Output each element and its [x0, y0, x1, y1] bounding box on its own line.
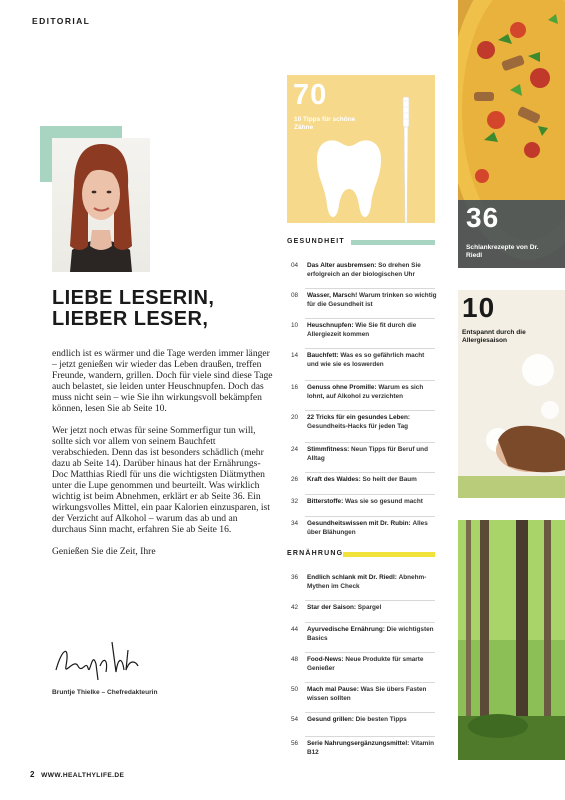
- body-paragraph-2: Wer jetzt noch etwas für seine Sommerfigur tun will, sollte sich vor allem von seinem Bauchfett verabschieden. Denn das ist besonders schädlich (mehr dazu ab Seite 14). Darüber hinaus hat der Ernährungs-Doc Matthias Riedl für uns die wichtigsten Diätmythen unter die Lupe genommen und beurteilt. Was wirklich wichtig ist beim Abnehmen, erklärt er ab Seite 36. Ein wirkungsvolles Mittel, ein paar Kalorien einzusparen, ist der Verzicht auf Alkohol – warum das ab und an durchaus Sinn macht, erfahren Sie ab Seite 16.: [52, 424, 270, 536]
- toc-item-text: [307, 604, 437, 613]
- toc-item-subtitle: Was sie so gesund macht: [345, 498, 423, 505]
- toc-page-number: 10: [291, 322, 299, 329]
- page-number: 2: [30, 770, 35, 779]
- toc-item-title: Genuss ohne Promille:: [307, 384, 379, 391]
- toc-page-number: 26: [291, 476, 299, 483]
- toc-item[interactable]: [287, 262, 437, 279]
- toc-item-subtitle: Warum es sich lohnt, auf Alkohol zu verzichten: [307, 384, 424, 400]
- toc-item-subtitle: Die besten Tipps: [355, 716, 407, 723]
- toc-item-text: [307, 262, 437, 279]
- toc-divider: [305, 682, 435, 683]
- toc-divider: [305, 380, 435, 381]
- toc-divider: [305, 652, 435, 653]
- toc-page-number: 24: [291, 446, 299, 453]
- toc-item[interactable]: [287, 446, 437, 463]
- website-url: WWW.HEALTHYLIFE.DE: [41, 772, 125, 779]
- body-paragraph-3: Genießen Sie die Zeit, Ihre: [52, 545, 156, 557]
- toc-item-subtitle: Neun Tipps für Beruf und Alltag: [307, 446, 428, 462]
- teaser-teeth-text: 10 Tipps für schöne Zähne: [294, 116, 356, 131]
- toothbrush-icon: [403, 97, 409, 223]
- toc-page-number: 50: [291, 686, 299, 693]
- toc-item-title: Mach mal Pause:: [307, 686, 361, 693]
- toc-item-text: [307, 686, 437, 703]
- toc-divider: [305, 712, 435, 713]
- toc-item-title: Das Alter ausbremsen:: [307, 262, 379, 269]
- toc-divider: [305, 494, 435, 495]
- toc-page-number: 14: [291, 352, 299, 359]
- tooth-icon: [317, 140, 381, 217]
- editor-signature: [52, 636, 142, 689]
- toc-item-text: [307, 292, 437, 309]
- toc-divider: [305, 442, 435, 443]
- toc-item-text: [307, 574, 437, 591]
- page-footer: [30, 770, 124, 779]
- toc-item[interactable]: [287, 686, 437, 703]
- toc-item-title: Star der Saison:: [307, 604, 358, 611]
- section-label: EDITORIAL: [32, 16, 91, 26]
- toc-page-number: 44: [291, 626, 299, 633]
- toc-item[interactable]: [287, 384, 437, 401]
- toc-item-title: Gesundheitswissen mit Dr. Rubin:: [307, 520, 413, 527]
- editor-portrait: [52, 138, 150, 272]
- toc-item-text: [307, 414, 437, 431]
- toc-item-text: [307, 716, 437, 725]
- teaser-allergy-text: Entspannt durch die Allergiesaison: [462, 329, 526, 345]
- toc-item-title: Endlich schlank mit Dr. Riedl:: [307, 574, 399, 581]
- toc-divider: [305, 348, 435, 349]
- toc-divider: [305, 410, 435, 411]
- teaser-allergy-number: 10: [462, 292, 496, 323]
- teaser-allergy-image[interactable]: [458, 290, 565, 498]
- toc-item[interactable]: [287, 656, 437, 673]
- toc-item-text: [307, 446, 437, 463]
- toc-divider: [305, 472, 435, 473]
- toc-item[interactable]: [287, 352, 437, 369]
- toc-item[interactable]: [287, 740, 437, 757]
- toc-page-number: 54: [291, 716, 299, 723]
- toc-item-subtitle: So drehen Sie erfolgreich an der biologischen Uhr: [307, 262, 421, 278]
- body-paragraph-1: endlich ist es wärmer und die Tage werden immer länger – jetzt genießen wir wieder das Leben draußen, treffen Freunde, wandern, grillen. Doch für viele sind diese Tage auch belastet, sie leiden unter Heuschnupfen. Doch das muss nicht sein – wie Sie ihn wirkungsvoll bekämpfen können, lesen Sie ab Seite 10.: [52, 348, 273, 415]
- toc-item-title: Kraft des Waldes:: [307, 476, 363, 483]
- toc-item-subtitle: Die wichtigsten Basics: [307, 626, 434, 642]
- headline-line-1: LIEBE LESERIN,: [52, 287, 215, 309]
- toc-divider: [305, 600, 435, 601]
- toc-item-text: [307, 384, 437, 401]
- teaser-curry-text: Schlankrezepte von Dr. Riedl: [466, 244, 539, 260]
- toc-item-subtitle: Vitamin B12: [307, 740, 435, 756]
- toc-item-title: Stimmfitness:: [307, 446, 352, 453]
- teaser-teeth-number: 70: [293, 79, 328, 111]
- toc-item-text: [307, 498, 437, 507]
- headline-line-2: LIEBER LESER,: [52, 308, 209, 330]
- toc-item-subtitle: Alles über Blähungen: [307, 520, 428, 536]
- teaser-curry-number: 36: [466, 202, 500, 233]
- editorial-body: [52, 348, 274, 567]
- toc-page-number: 56: [291, 740, 299, 747]
- toc-divider: [305, 622, 435, 623]
- toc-section-label: GESUNDHEIT: [287, 238, 345, 245]
- toc-divider: [305, 736, 435, 737]
- editorial-headline: [52, 288, 272, 330]
- toc-page-number: 42: [291, 604, 299, 611]
- toc-section-bar: [343, 552, 435, 557]
- toc-item-subtitle: Wie Sie fit durch die Allergiezeit kommen: [307, 322, 417, 338]
- signature-caption: Bruntje Thielke – Chefredakteurin: [52, 689, 158, 696]
- teaser-curry-image[interactable]: [458, 0, 565, 268]
- toc-section-header: [287, 238, 435, 248]
- toc-divider: [305, 516, 435, 517]
- toc-item[interactable]: [287, 476, 437, 485]
- toc-section-bar: [351, 240, 435, 245]
- toc-item[interactable]: [287, 574, 437, 591]
- toc-item-subtitle: Was Sie übers Fasten wissen sollten: [307, 686, 427, 702]
- toc-item-text: [307, 322, 437, 339]
- toc-item[interactable]: [287, 520, 437, 537]
- toc-page-number: 04: [291, 262, 299, 269]
- toc-item-title: Serie Nahrungsergänzungsmittel:: [307, 740, 412, 747]
- toc-page-number: 16: [291, 384, 299, 391]
- toc-section-label: ERNÄHRUNG: [287, 550, 344, 557]
- toc-item-title: Bitterstoffe:: [307, 498, 345, 505]
- toc-item[interactable]: [287, 604, 437, 613]
- toc-item[interactable]: [287, 292, 437, 309]
- toc-page-number: 36: [291, 574, 299, 581]
- toc-item-text: [307, 520, 437, 537]
- toc-item[interactable]: [287, 414, 437, 431]
- toc-item-subtitle: So heilt der Baum: [362, 476, 417, 483]
- toc-page-number: 20: [291, 414, 299, 421]
- toc-item-title: Wasser, Marsch!: [307, 292, 359, 299]
- toc-item-subtitle: Neue Produkte für smarte Genießer: [307, 656, 424, 672]
- toc-page-number: 48: [291, 656, 299, 663]
- toc-item-text: [307, 626, 437, 643]
- toc-item-title: 22 Tricks für ein gesundes Leben:: [307, 414, 410, 421]
- toc-item[interactable]: [287, 626, 437, 643]
- forest-image: [458, 520, 565, 760]
- toc-item-subtitle: Abnehm-Mythen im Check: [307, 574, 427, 590]
- toc-item-title: Food-News:: [307, 656, 346, 663]
- toc-item[interactable]: [287, 322, 437, 339]
- toc-item-text: [307, 740, 437, 757]
- toc-item[interactable]: [287, 716, 437, 725]
- toc-item-subtitle: Warum trinken so wichtig für die Gesundheit ist: [307, 292, 437, 308]
- toc-item-title: Ayurvedische Ernährung:: [307, 626, 387, 633]
- toc-item-subtitle: Spargel: [357, 604, 382, 611]
- toc-item[interactable]: [287, 498, 437, 507]
- toc-item-title: Gesund grillen:: [307, 716, 356, 723]
- toc-page-number: 32: [291, 498, 299, 505]
- toc-item-subtitle: Was es so gefährlich macht und wie sie es loswerden: [307, 352, 425, 368]
- toc-page-number: 08: [291, 292, 299, 299]
- toc-item-subtitle: Gesundheits-Hacks für jeden Tag: [307, 422, 409, 430]
- toc-divider: [305, 288, 435, 289]
- toc-item-text: [307, 476, 437, 485]
- toc-item-text: [307, 352, 437, 369]
- toc-item-title: Bauchfett:: [307, 352, 341, 359]
- toc-divider: [305, 318, 435, 319]
- toc-item-text: [307, 656, 437, 673]
- toc-section-header: [287, 550, 435, 560]
- toc-item-title: Heuschnupfen:: [307, 322, 356, 329]
- toc-page-number: 34: [291, 520, 299, 527]
- teaser-teeth[interactable]: [287, 75, 435, 223]
